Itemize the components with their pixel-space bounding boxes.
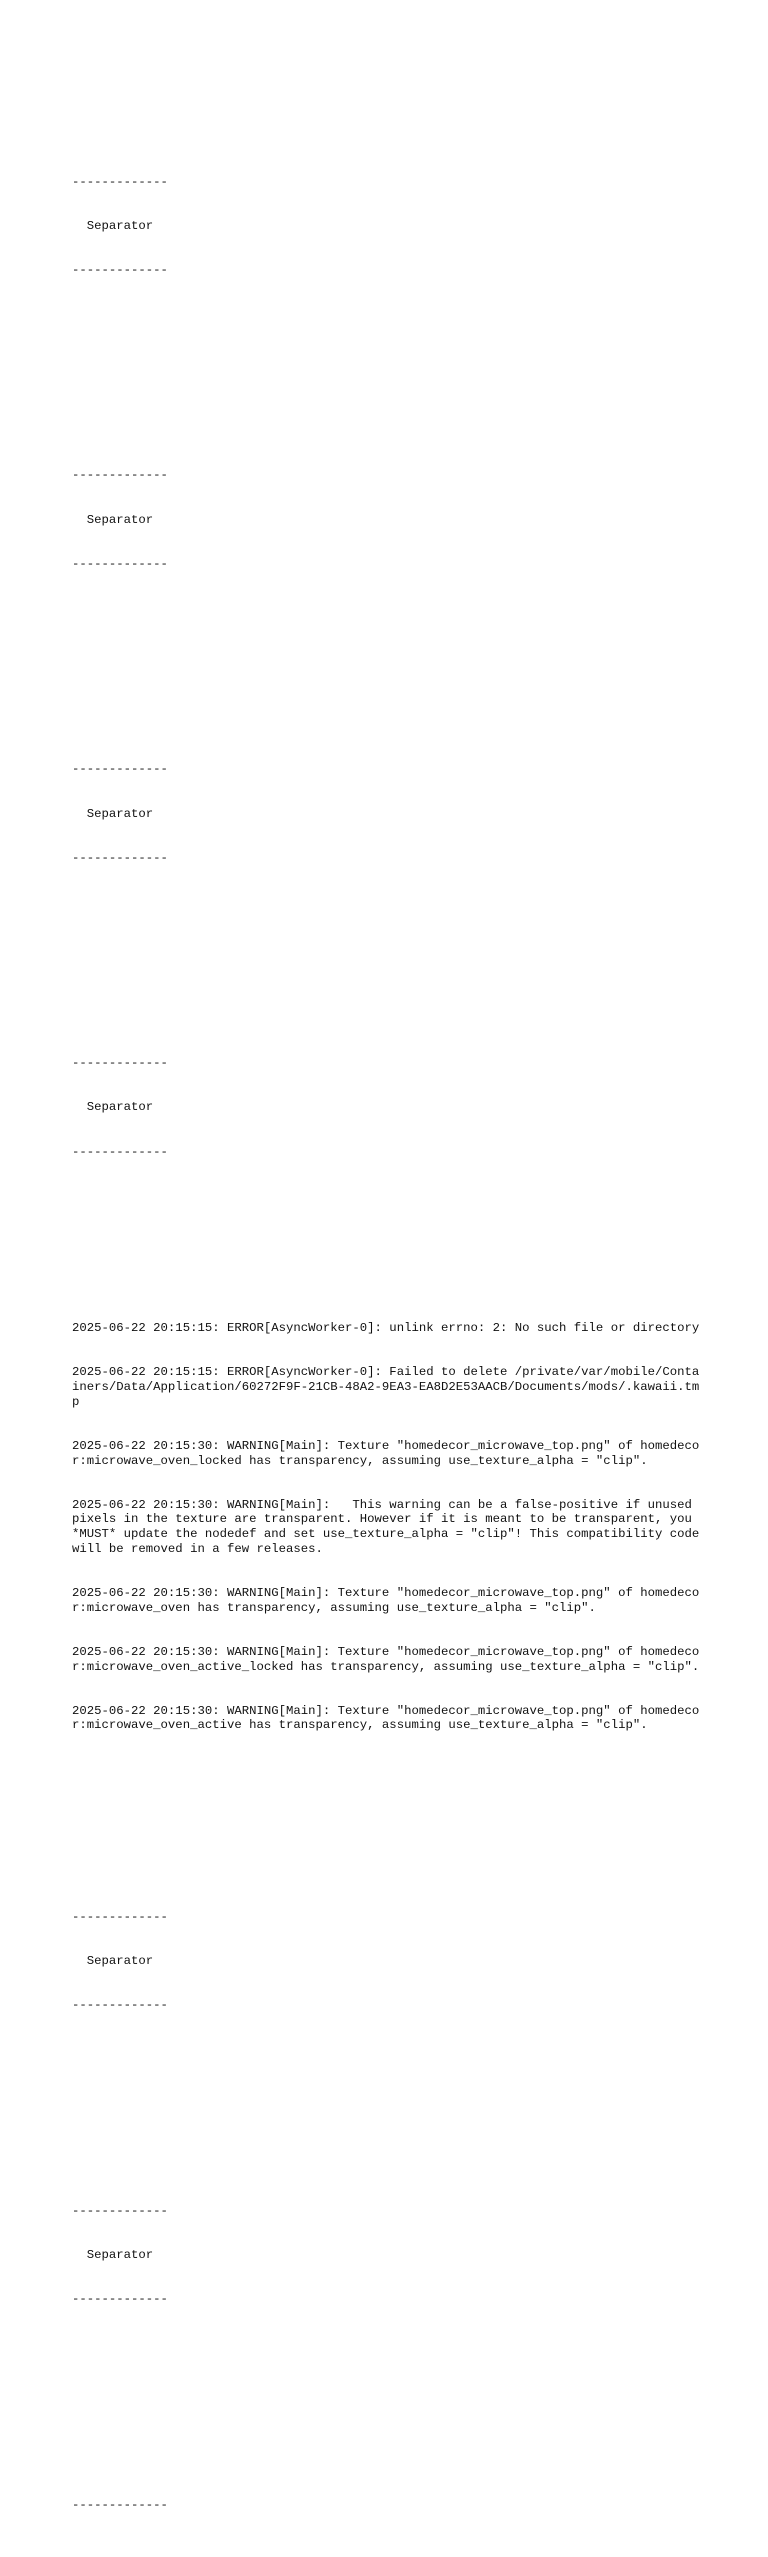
separator-label: Separator: [72, 1954, 154, 1969]
log-entry: 2025-06-22 20:15:30: WARNING[Main]: This warning can be a false-positive if unused pixels in the texture are transparent. However if it is meant to be transparent, you *MUST* update the nodedef and set use_texture_alpha = "clip"! This compatibility code will be removed in a few releases.: [72, 1497, 707, 1556]
log-entry: 2025-06-22 20:15:30: WARNING[Main]: Texture "homedecor_microwave_top.png" of homedecor:microwave_oven_active has transparency, assuming use_texture_alpha = "clip".: [72, 1703, 700, 1733]
separator-block: [72, 733, 702, 895]
spacer: [72, 924, 702, 968]
separator-block: [72, 2469, 702, 2543]
separator-rule-top: -------------: [72, 1910, 168, 1925]
separator-block: [72, 2175, 702, 2337]
spacer: [72, 1218, 702, 1233]
spacer: [72, 630, 702, 674]
separator-rule-top: -------------: [72, 2204, 168, 2218]
separator-block: [72, 145, 702, 307]
separator-rule-bottom: -------------: [72, 850, 168, 865]
spacer: [72, 336, 702, 380]
spacer: [72, 1792, 702, 1822]
separator-label: Separator: [72, 1100, 154, 1115]
log-entry: 2025-06-22 20:15:30: WARNING[Main]: Texture "homedecor_microwave_top.png" of homedecor:microwave_oven has transparency, assuming use_texture_alpha = "clip".: [72, 1585, 700, 1615]
separator-block: [72, 1881, 702, 2043]
separator-rule-bottom: -------------: [72, 556, 168, 571]
log-entry: 2025-06-22 20:15:15: ERROR[AsyncWorker-0]: Failed to delete /private/var/mobile/Containers/Data/Application/60272F9F-21CB-48A2-9EA3-EA8D2E53AACB/Documents/mods/.kawaii.tmp: [72, 1365, 700, 1409]
separator-rule-bottom: -------------: [72, 1998, 168, 2013]
separator-rule-top: -------------: [72, 174, 168, 189]
log-entry: 2025-06-22 20:15:30: WARNING[Main]: Texture "homedecor_microwave_top.png" of homedecor:microwave_oven_active_locked has transparency, assuming use_texture_alpha = "clip".: [72, 1644, 700, 1674]
separator-rule-top: -------------: [72, 2497, 168, 2512]
separator-block: [72, 439, 702, 601]
separator-rule-top: -------------: [72, 762, 168, 777]
separator-block: [72, 1027, 702, 1189]
spacer: [72, 2072, 702, 2116]
separator-label: Separator: [72, 2248, 154, 2263]
separator-label: Separator: [72, 806, 154, 821]
separator-rule-bottom: -------------: [72, 2292, 168, 2307]
log-entry: 2025-06-22 20:15:15: ERROR[AsyncWorker-0]: unlink errno: 2: No such file or directory: [72, 1321, 700, 1336]
separator-rule-bottom: -------------: [72, 262, 168, 277]
separator-label: Separator: [72, 218, 154, 233]
spacer: [72, 2366, 702, 2410]
separator-rule-bottom: -------------: [72, 1144, 168, 1159]
separator-rule-top: -------------: [72, 1056, 168, 1071]
log-entries: [72, 1292, 707, 1763]
log-view: [72, 101, 707, 2557]
separator-label: Separator: [72, 512, 154, 527]
log-entry: 2025-06-22 20:15:30: WARNING[Main]: Texture "homedecor_microwave_top.png" of homedecor:microwave_oven_locked has transparency, assuming use_texture_alpha = "clip".: [72, 1438, 700, 1468]
separator-rule-top: -------------: [72, 468, 168, 483]
